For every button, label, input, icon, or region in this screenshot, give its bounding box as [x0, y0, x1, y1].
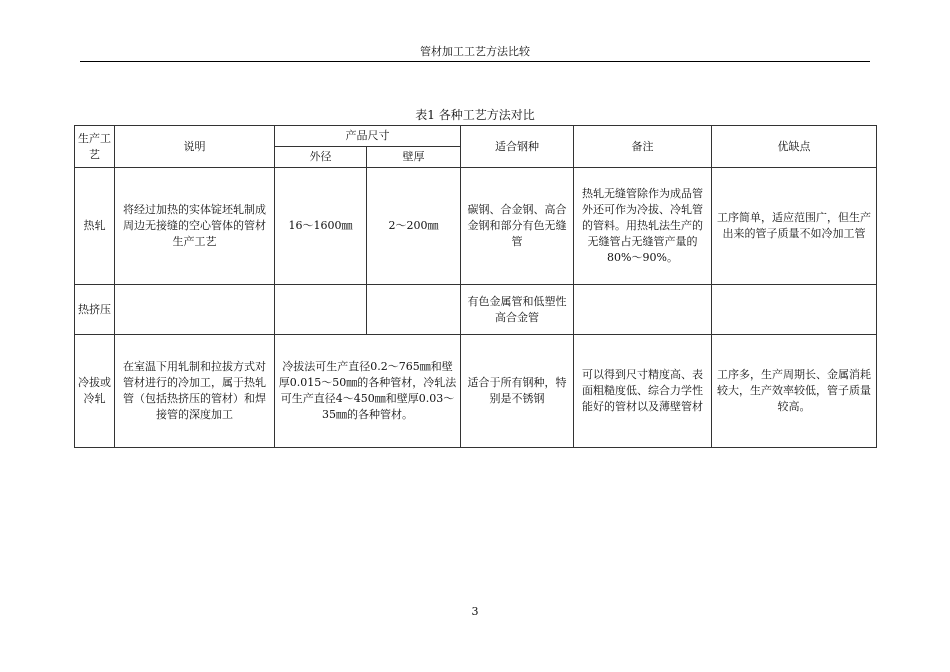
cell-description: 在室温下用轧制和拉拔方式对管材进行的冷加工，属于热轧管（包括热挤压的管材）和焊接管的深度加工 — [115, 335, 275, 448]
table-row — [75, 168, 877, 285]
cell-process: 冷拔或冷轧 — [75, 335, 115, 448]
header-description: 说明 — [115, 126, 275, 168]
header-remarks: 备注 — [574, 126, 712, 168]
header-wall-thickness: 壁厚 — [367, 147, 461, 168]
header-steel-grade: 适合钢种 — [461, 126, 574, 168]
cell-pros-cons: 工序多，生产周期长、金属消耗较大，生产效率较低，管子质量较高。 — [712, 335, 877, 448]
cell-process: 热轧 — [75, 168, 115, 285]
header-size: 产品尺寸 — [275, 126, 461, 147]
cell-remarks: 可以得到尺寸精度高、表面粗糙度低、综合力学性能好的管材以及薄壁管材 — [574, 335, 712, 448]
cell-description — [115, 285, 275, 335]
page-number: 3 — [471, 605, 479, 618]
header-row — [75, 126, 877, 147]
cell-description: 将经过加热的实体锭坯轧制成周边无接缝的空心管体的管材生产工艺 — [115, 168, 275, 285]
cell-size-merged: 冷拔法可生产直径0.2～765㎜和壁厚0.015～50㎜的各种管材，冷轧法可生产直径4～450㎜和壁厚0.03～35㎜的各种管材。 — [275, 335, 461, 448]
cell-wall-thickness: 2～200㎜ — [367, 168, 461, 285]
cell-pros-cons: 工序简单，适应范围广，但生产出来的管子质量不如冷加工管 — [712, 168, 877, 285]
cell-wall-thickness — [367, 285, 461, 335]
cell-process: 热挤压 — [75, 285, 115, 335]
header-process: 生产工艺 — [75, 126, 115, 168]
header-outer-diameter: 外径 — [275, 147, 367, 168]
running-header: 管材加工工艺方法比较 — [420, 45, 530, 58]
cell-remarks: 热轧无缝管除作为成品管外还可作为冷拔、冷轧管的管料。用热轧法生产的无缝管占无缝管产量的80%～90%。 — [574, 168, 712, 285]
cell-outer-diameter — [275, 285, 367, 335]
cell-remarks — [574, 285, 712, 335]
table-row — [75, 335, 877, 448]
header-pros-cons: 优缺点 — [712, 126, 877, 168]
table-caption: 表1 各种工艺方法对比 — [415, 108, 535, 122]
cell-pros-cons — [712, 285, 877, 335]
cell-steel-grade: 有色金属管和低塑性高合金管 — [461, 285, 574, 335]
cell-steel-grade: 碳钢、合金钢、高合金钢和部分有色无缝管 — [461, 168, 574, 285]
header-rule — [80, 61, 870, 62]
cell-outer-diameter: 16～1600㎜ — [275, 168, 367, 285]
table-row — [75, 285, 877, 335]
cell-steel-grade: 适合于所有钢种，特别是不锈钢 — [461, 335, 574, 448]
comparison-table — [74, 125, 877, 448]
